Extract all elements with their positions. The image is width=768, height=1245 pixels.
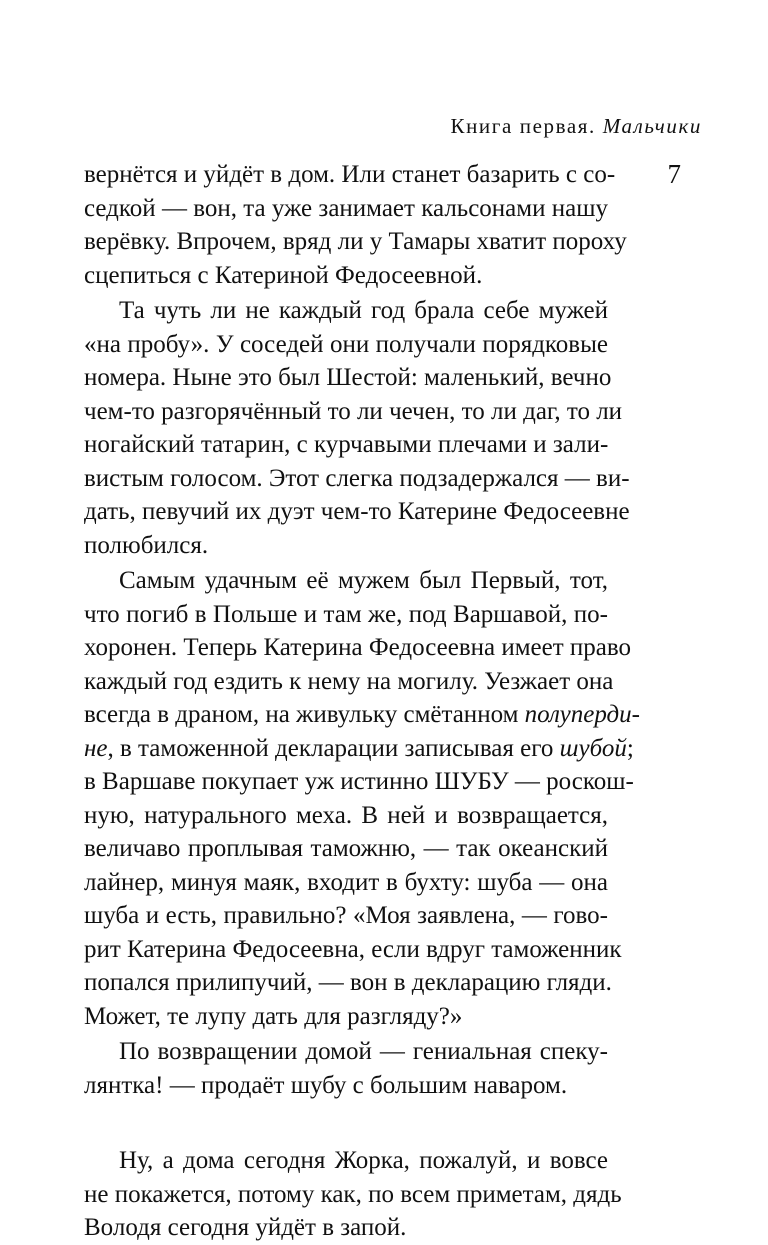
text-line	[84, 1035, 608, 1069]
text-run: рит Катерина Федосеевна, если вдруг таможенник	[84, 935, 622, 963]
text-line	[84, 259, 608, 293]
text-run: чем-то разгорячённый то ли чечен, то ли даг, то ли	[84, 397, 623, 425]
paragraph	[84, 564, 640, 1033]
text-run: Та чуть ли не каждый год брала себе мужей	[119, 297, 608, 324]
text-run: Ну, а дома сегодня Жорка, пожалуй, и вовсе	[119, 1147, 608, 1174]
text-line	[84, 495, 630, 529]
section-break	[84, 1102, 608, 1144]
text-run: дать, певучий их дуэт чем-то Катерине Федосеевне	[84, 498, 630, 525]
text-run: ную, натурального меха. В ней и возвращается,	[84, 801, 608, 829]
page-number: 7	[667, 159, 681, 189]
text-run: полюбился.	[84, 531, 209, 559]
text-run: всегда в драном, на живульку смётанном	[84, 701, 525, 728]
italic-text: шубой	[559, 734, 627, 762]
text-line	[84, 1144, 608, 1178]
text-run: шуба и есть, правильно? «Моя заявлена, — гово-	[84, 902, 608, 929]
text-run: Может, те лупу дать для разгляду?»	[84, 1002, 463, 1030]
text-run: лайнер, минуя маяк, входит в бухту: шуба — она	[84, 868, 608, 896]
text-line	[84, 598, 608, 632]
running-head-section: Мальчики	[602, 114, 702, 138]
running-head-book: Книга первая.	[450, 114, 596, 138]
text-run: , в таможенной декларации записывая его	[107, 734, 560, 762]
text-run: каждый год ездить к нему на могилу. Уезжает она	[84, 667, 614, 695]
text-line	[84, 192, 608, 226]
text-run: ногайский татарин, с курчавыми плечами и зали-	[84, 431, 609, 458]
text-run: седкой — вон, та уже занимает кальсонами нашу	[84, 194, 608, 222]
text-line	[84, 832, 608, 866]
text-line	[84, 665, 614, 699]
text-line	[84, 564, 608, 598]
paragraph	[84, 158, 627, 292]
text-line	[84, 933, 622, 967]
text-line	[84, 395, 623, 429]
text-run: ;	[626, 734, 634, 762]
text-line	[84, 799, 608, 833]
text-run: «на пробу». У соседей они получали порядковые	[84, 330, 608, 358]
text-run: Самым удачным её мужем был Первый, тот,	[119, 567, 608, 594]
text-line	[84, 361, 612, 395]
paragraph	[84, 1035, 608, 1102]
text-run: не покажется, потому как, по всем приметам, дядь	[84, 1180, 622, 1208]
text-run: Володя сегодня уйдёт в запой.	[84, 1214, 407, 1241]
text-run: хоронен. Теперь Катерина Федосеевна имеет право	[84, 634, 632, 661]
italic-text: полуперди-	[524, 701, 640, 728]
text-line	[84, 866, 608, 900]
text-run: номера. Ныне это был Шестой: маленький, вечно	[84, 364, 612, 391]
text-line	[84, 732, 634, 766]
italic-text: не	[84, 734, 108, 762]
text-line	[84, 462, 630, 496]
text-line	[84, 1211, 608, 1245]
text-line	[84, 428, 608, 462]
text-line	[84, 765, 634, 799]
text-line	[84, 294, 608, 328]
text-run: вернётся и уйдёт в дом. Или станет базарить с со-	[84, 161, 616, 188]
text-run: что погиб в Польше и там же, под Варшавой, по-	[84, 600, 608, 628]
text-line	[84, 1178, 622, 1212]
text-line	[84, 328, 608, 362]
text-line	[84, 966, 612, 1000]
paragraph	[84, 294, 630, 562]
text-line	[84, 899, 608, 933]
text-line	[84, 698, 640, 732]
body-text	[84, 158, 640, 1245]
text-run: попался прилипучий, — вон в декларацию гляди.	[84, 969, 612, 996]
text-line	[84, 529, 608, 563]
running-head	[450, 114, 702, 138]
text-run: По возвращении домой — гениальная спеку-	[119, 1038, 608, 1065]
text-line	[84, 158, 616, 192]
text-line	[84, 1069, 608, 1103]
text-line	[84, 1000, 608, 1034]
text-run: вистым голосом. Этот слегка подзадержался — ви-	[84, 464, 630, 492]
text-run: сцепиться с Катериной Федосеевной.	[84, 261, 483, 289]
text-run: величаво проплывая таможню, — так океанский	[84, 835, 608, 862]
text-line	[84, 225, 627, 259]
text-run: в Варшаве покупает уж истинно ШУБУ — роскош-	[84, 768, 634, 795]
text-run: лянтка! — продаёт шубу с большим наваром.	[84, 1071, 568, 1099]
text-run: верёвку. Впрочем, вряд ли у Тамары хватит пороху	[84, 228, 627, 255]
text-line	[84, 631, 632, 665]
paragraph	[84, 1144, 622, 1245]
